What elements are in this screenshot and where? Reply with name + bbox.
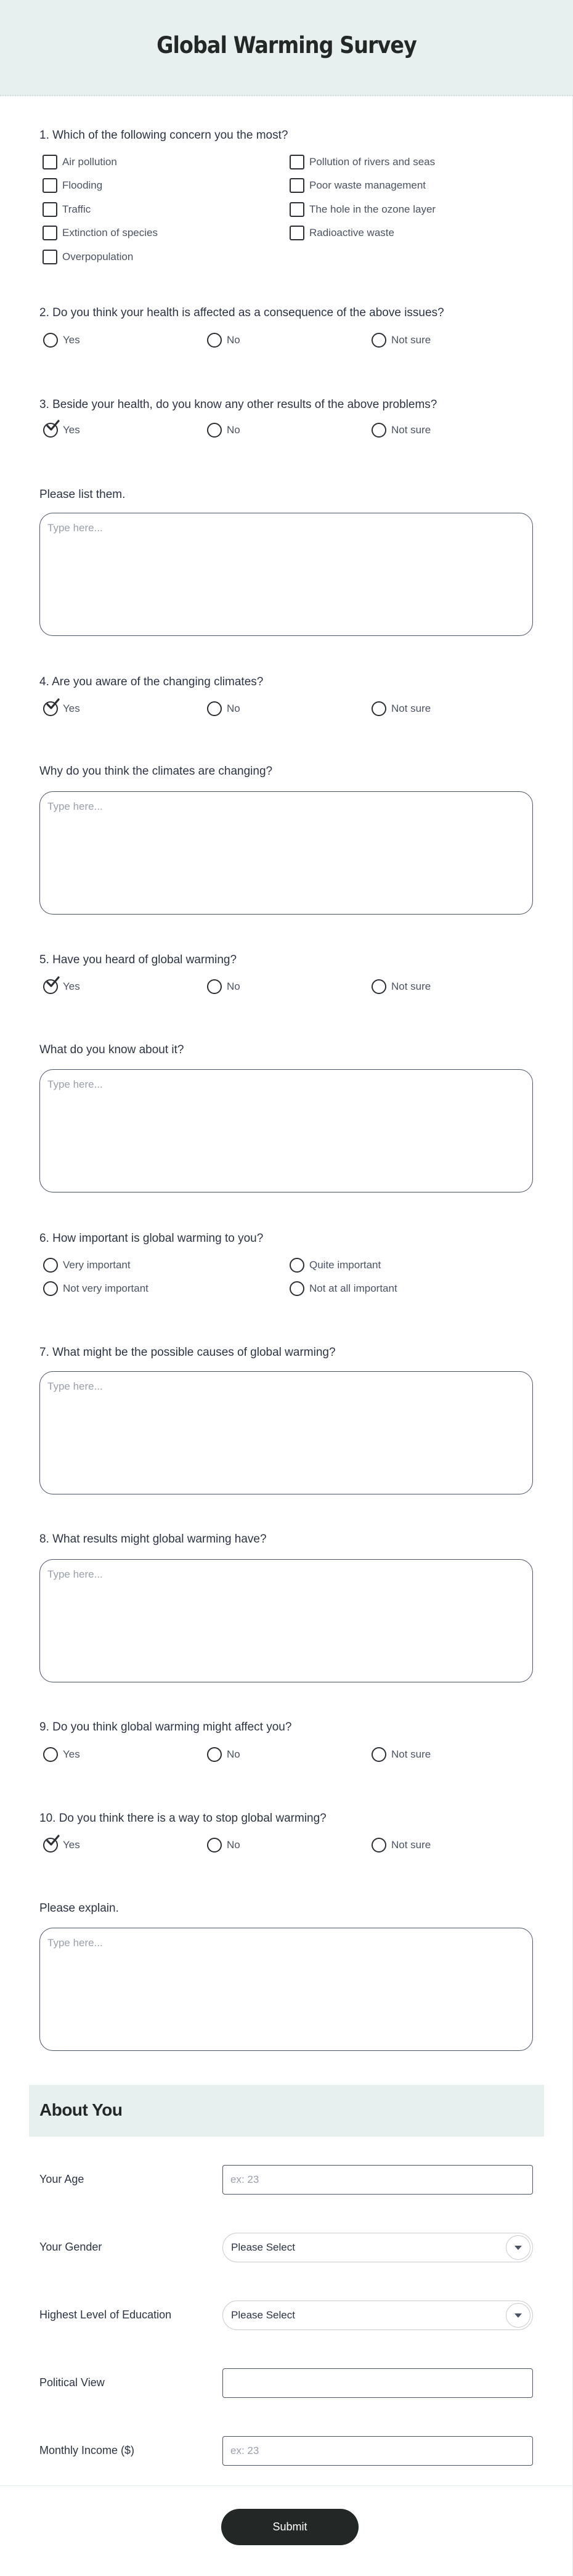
q2-radio-no[interactable]: No [207, 332, 240, 348]
question-1-title: 1. Which of the following concern you the most? [39, 129, 288, 142]
checkbox-air-pollution[interactable]: Air pollution [43, 154, 117, 170]
dropdown-button[interactable] [506, 2235, 530, 2260]
q3-followup-label: Please list them. [39, 488, 126, 501]
q2-radio-yes[interactable]: Yes [43, 332, 80, 348]
chevron-down-icon [514, 2246, 522, 2250]
q6-radio-very-important[interactable]: Very important [43, 1257, 131, 1273]
radio-icon[interactable] [207, 1838, 222, 1853]
checkbox-poor-waste-management[interactable]: Poor waste management [290, 177, 426, 194]
checkbox-icon[interactable] [43, 250, 57, 264]
question-2-title: 2. Do you think your health is affected as a consequence of the above issues? [39, 306, 444, 319]
gender-label: Your Gender [39, 2241, 102, 2253]
q5-radio-no[interactable]: No [207, 979, 240, 995]
checkbox-radioactive-waste[interactable]: Radioactive waste [290, 225, 394, 241]
checkbox-icon[interactable] [43, 178, 57, 193]
checkbox-icon[interactable] [43, 226, 57, 240]
checkbox-icon[interactable] [290, 178, 304, 193]
q3-radio-yes[interactable]: Yes [43, 422, 80, 438]
q4-radio-yes[interactable]: Yes [43, 701, 80, 717]
gender-select[interactable] [222, 2233, 533, 2262]
form-header [0, 0, 573, 96]
q4-radio-not-sure[interactable]: Not sure [372, 701, 431, 717]
q2-radio-not-sure[interactable]: Not sure [372, 332, 431, 348]
q10-radio-yes[interactable]: Yes [43, 1837, 80, 1853]
radio-icon[interactable] [372, 423, 386, 438]
checkbox-ozone-hole[interactable]: The hole in the ozone layer [290, 202, 436, 218]
question-5-title: 5. Have you heard of global warming? [39, 953, 237, 966]
question-7-title: 7. What might be the possible causes of global warming? [39, 1346, 336, 1359]
education-selected-value: Please Select [231, 2309, 295, 2321]
q4-radio-no[interactable]: No [207, 701, 240, 717]
question-6-title: 6. How important is global warming to you? [39, 1232, 264, 1245]
q3-followup-textarea[interactable] [39, 513, 533, 636]
about-you-section-header [29, 2085, 544, 2137]
page-title: Global Warming Survey [156, 32, 417, 59]
question-3-title: 3. Beside your health, do you know any other results of the above problems? [39, 398, 437, 411]
chevron-down-icon [514, 2313, 522, 2318]
checkbox-icon[interactable] [290, 202, 304, 217]
q6-radio-not-very-important[interactable]: Not very important [43, 1281, 148, 1297]
q10-followup-textarea[interactable] [39, 1928, 533, 2051]
radio-icon[interactable] [372, 701, 386, 716]
radio-icon[interactable] [43, 1281, 58, 1296]
radio-icon[interactable] [207, 333, 222, 348]
radio-icon[interactable] [372, 979, 386, 994]
checkbox-pollution-of-rivers[interactable]: Pollution of rivers and seas [290, 154, 435, 170]
q3-radio-not-sure[interactable]: Not sure [372, 422, 431, 438]
radio-icon[interactable] [43, 333, 58, 348]
q10-followup-label: Please explain. [39, 1902, 119, 1915]
q9-radio-yes[interactable]: Yes [43, 1747, 80, 1763]
q6-radio-quite-important[interactable]: Quite important [290, 1257, 381, 1273]
radio-icon[interactable] [207, 979, 222, 994]
radio-icon[interactable] [372, 1747, 386, 1762]
q8-textarea[interactable] [39, 1559, 533, 1682]
q7-textarea[interactable] [39, 1371, 533, 1494]
question-4-title: 4. Are you aware of the changing climates? [39, 675, 264, 688]
radio-checked-icon[interactable] [43, 701, 58, 716]
checkbox-flooding[interactable]: Flooding [43, 177, 102, 194]
political-view-input[interactable] [222, 2368, 533, 2398]
income-label: Monthly Income ($) [39, 2444, 135, 2456]
radio-icon[interactable] [372, 1838, 386, 1853]
checkbox-icon[interactable] [43, 202, 57, 217]
education-select[interactable] [222, 2301, 533, 2330]
q5-followup-label: What do you know about it? [39, 1043, 184, 1056]
radio-checked-icon[interactable] [43, 979, 58, 994]
radio-icon[interactable] [43, 1747, 58, 1762]
age-input[interactable] [222, 2165, 533, 2195]
checkbox-icon[interactable] [290, 155, 304, 169]
age-label: Your Age [39, 2173, 84, 2185]
checkbox-overpopulation[interactable]: Overpopulation [43, 249, 133, 265]
radio-checked-icon[interactable] [43, 1838, 58, 1853]
q5-followup-textarea[interactable] [39, 1069, 533, 1192]
radio-icon[interactable] [372, 333, 386, 348]
question-8-title: 8. What results might global warming have? [39, 1533, 267, 1546]
submit-button[interactable]: Submit [221, 2509, 359, 2545]
checkbox-traffic[interactable]: Traffic [43, 202, 91, 218]
q9-radio-not-sure[interactable]: Not sure [372, 1747, 431, 1763]
question-10-title: 10. Do you think there is a way to stop global warming? [39, 1812, 327, 1825]
radio-icon[interactable] [290, 1281, 304, 1296]
radio-checked-icon[interactable] [43, 423, 58, 438]
radio-icon[interactable] [43, 1258, 58, 1273]
gender-selected-value: Please Select [231, 2241, 295, 2253]
education-label: Highest Level of Education [39, 2309, 172, 2321]
checkbox-extinction-of-species[interactable]: Extinction of species [43, 225, 158, 241]
footer-divider [0, 2485, 573, 2486]
q9-radio-no[interactable]: No [207, 1747, 240, 1763]
dropdown-button[interactable] [506, 2303, 530, 2328]
q5-radio-yes[interactable]: Yes [43, 979, 80, 995]
q5-radio-not-sure[interactable]: Not sure [372, 979, 431, 995]
question-9-title: 9. Do you think global warming might affect you? [39, 1721, 292, 1734]
q3-radio-no[interactable]: No [207, 422, 240, 438]
political-view-label: Political View [39, 2376, 105, 2389]
income-input[interactable] [222, 2436, 533, 2466]
radio-icon[interactable] [290, 1258, 304, 1273]
radio-icon[interactable] [207, 1747, 222, 1762]
radio-icon[interactable] [207, 701, 222, 716]
radio-icon[interactable] [207, 423, 222, 438]
checkbox-icon[interactable] [43, 155, 57, 169]
q6-radio-not-at-all-important[interactable]: Not at all important [290, 1281, 397, 1297]
q4-followup-label: Why do you think the climates are changing? [39, 765, 273, 778]
section-title: About You [39, 2100, 123, 2119]
q10-radio-no[interactable]: No [207, 1837, 240, 1853]
q10-radio-not-sure[interactable]: Not sure [372, 1837, 431, 1853]
checkbox-icon[interactable] [290, 226, 304, 240]
q4-followup-textarea[interactable] [39, 791, 533, 915]
